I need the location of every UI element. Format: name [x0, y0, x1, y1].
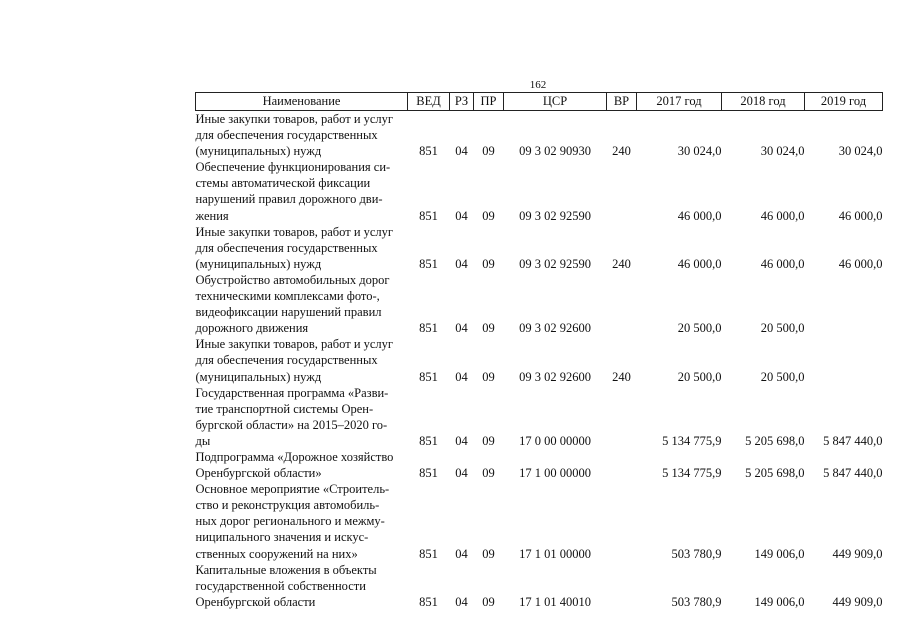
table-header — [196, 93, 883, 111]
row-name-line: Государственная программа «Разви- — [195, 385, 389, 400]
header-2017: 2017 год — [637, 93, 722, 111]
row-name-line: Иные закупки товаров, работ и услуг — [195, 112, 394, 126]
amount-2019-cell: 5 847 440,0 — [823, 433, 883, 448]
amount-2017-cell: 30 024,0 — [677, 144, 722, 159]
row-name-line: для обеспечения государственных — [195, 128, 378, 143]
table-row — [196, 336, 883, 384]
csr-cell: 17 1 00 00000 — [519, 466, 591, 481]
row-name-line: ниципального значения и искус- — [195, 530, 369, 545]
amount-2019-cell: 46 000,0 — [838, 208, 883, 223]
row-name-line: Иные закупки товаров, работ и услуг — [195, 337, 394, 352]
row-name-line: Капитальные вложения в объекты — [195, 562, 377, 577]
rz-cell: 04 — [455, 433, 468, 448]
row-name-line: Оренбургской области» — [195, 466, 322, 481]
row-name-line: нарушений правил дорожного дви- — [195, 192, 383, 207]
amount-2018-cell: 46 000,0 — [760, 256, 805, 271]
pr-cell: 09 — [482, 546, 495, 561]
vr-cell — [607, 385, 637, 449]
row-name-cell — [196, 111, 408, 160]
row-name-cell — [196, 224, 408, 272]
row-name-line: для обеспечения государственных — [195, 353, 378, 368]
row-name-line: для обеспечения государственных — [195, 240, 378, 255]
amount-2018-cell: 30 024,0 — [760, 144, 805, 159]
amount-2018-cell: 20 500,0 — [760, 321, 805, 336]
ved-cell: 851 — [419, 321, 438, 336]
amount-2017-cell: 20 500,0 — [677, 321, 722, 336]
amount-2017-cell: 46 000,0 — [677, 208, 722, 223]
page-number: 162 — [529, 79, 547, 91]
amount-2018-cell: 5 205 698,0 — [745, 433, 805, 448]
row-name-line: бургской области» на 2015–2020 го- — [195, 417, 388, 432]
pr-cell: 09 — [482, 466, 495, 481]
row-name-line: жения — [195, 208, 229, 223]
csr-cell: 09 3 02 92600 — [519, 321, 591, 336]
pr-cell: 09 — [482, 433, 495, 448]
row-name-line: ных дорог регионального и межму- — [195, 514, 385, 529]
pr-cell: 09 — [482, 208, 495, 223]
rz-cell: 04 — [455, 321, 468, 336]
vr-cell: 240 — [612, 256, 631, 271]
header-2019: 2019 год — [805, 93, 883, 111]
row-name-line: Оренбургской области — [195, 594, 316, 609]
header-pr: ПР — [474, 93, 504, 111]
amount-2018-cell: 20 500,0 — [760, 369, 805, 384]
ved-cell: 851 — [419, 433, 438, 448]
rz-cell: 04 — [455, 144, 468, 159]
ved-cell: 851 — [419, 466, 438, 481]
pr-cell: 09 — [482, 594, 495, 609]
ved-cell: 851 — [419, 144, 438, 159]
row-name-line: ды — [195, 433, 211, 448]
row-name-line: тие транспортной системы Орен- — [195, 401, 374, 416]
csr-cell: 17 1 01 40010 — [519, 594, 591, 609]
table-row — [196, 159, 883, 223]
ved-cell: 851 — [419, 594, 438, 609]
pr-cell: 09 — [482, 321, 495, 336]
row-name-cell — [196, 336, 408, 384]
row-name-cell — [196, 449, 408, 481]
ved-cell: 851 — [419, 546, 438, 561]
amount-2019-cell: 30 024,0 — [838, 144, 883, 159]
table-row — [196, 224, 883, 272]
row-name-line: ство и реконструкция автомобиль- — [195, 498, 380, 513]
row-name-cell — [196, 481, 408, 561]
amount-2017-cell: 20 500,0 — [677, 369, 722, 384]
csr-cell: 09 3 02 92590 — [519, 256, 591, 271]
ved-cell: 851 — [419, 256, 438, 271]
row-name-line: видеофиксации нарушений правил — [195, 305, 382, 320]
row-name-line: Подпрограмма «Дорожное хозяйство — [195, 449, 394, 464]
row-name-line: (муниципальных) нужд — [195, 144, 322, 159]
vr-cell — [607, 159, 637, 223]
vr-cell — [607, 562, 637, 610]
amount-2019-cell — [805, 272, 883, 336]
row-name-cell — [196, 272, 408, 336]
csr-cell: 17 0 00 00000 — [519, 433, 591, 448]
amount-2018-cell: 149 006,0 — [754, 546, 805, 561]
amount-2019-cell: 449 909,0 — [832, 594, 883, 609]
amount-2017-cell: 503 780,9 — [671, 546, 722, 561]
header-ved: ВЕД — [408, 93, 450, 111]
vr-cell — [607, 481, 637, 561]
header-name: Наименование — [196, 93, 408, 111]
table-row — [196, 449, 883, 481]
row-name-line: техническими комплексами фото-, — [195, 289, 380, 304]
amount-2017-cell: 5 134 775,9 — [662, 433, 722, 448]
row-name-line: Иные закупки товаров, работ и услуг — [195, 224, 394, 239]
table-body — [196, 111, 883, 610]
pr-cell: 09 — [482, 144, 495, 159]
table-row — [196, 562, 883, 610]
csr-cell: 09 3 02 92590 — [519, 208, 591, 223]
rz-cell: 04 — [455, 466, 468, 481]
rz-cell: 04 — [455, 369, 468, 384]
amount-2018-cell: 149 006,0 — [754, 594, 805, 609]
rz-cell: 04 — [455, 208, 468, 223]
amount-2017-cell: 46 000,0 — [677, 256, 722, 271]
row-name-line: (муниципальных) нужд — [195, 369, 322, 384]
csr-cell: 17 1 01 00000 — [519, 546, 591, 561]
vr-cell: 240 — [612, 144, 631, 159]
pr-cell: 09 — [482, 369, 495, 384]
rz-cell: 04 — [455, 594, 468, 609]
table-row — [196, 272, 883, 336]
amount-2019-cell: 46 000,0 — [838, 256, 883, 271]
row-name-line: Основное мероприятие «Строитель- — [195, 482, 390, 497]
row-name-cell — [196, 562, 408, 610]
pr-cell: 09 — [482, 256, 495, 271]
ved-cell: 851 — [419, 208, 438, 223]
row-name-line: Обустройство автомобильных дорог — [195, 272, 390, 287]
header-rz: РЗ — [450, 93, 474, 111]
header-vr: ВР — [607, 93, 637, 111]
amount-2018-cell: 46 000,0 — [760, 208, 805, 223]
row-name-line: стемы автоматической фиксации — [195, 176, 371, 191]
header-csr: ЦСР — [504, 93, 607, 111]
amount-2019-cell: 5 847 440,0 — [823, 466, 883, 481]
amount-2019-cell: 449 909,0 — [832, 546, 883, 561]
rz-cell: 04 — [455, 256, 468, 271]
row-name-line: Обеспечение функционирования си- — [195, 160, 391, 175]
amount-2017-cell: 503 780,9 — [671, 594, 722, 609]
budget-table — [195, 92, 883, 610]
amount-2018-cell: 5 205 698,0 — [745, 466, 805, 481]
csr-cell: 09 3 02 92600 — [519, 369, 591, 384]
vr-cell: 240 — [612, 369, 631, 384]
row-name-line: дорожного движения — [195, 321, 309, 336]
table-row — [196, 111, 883, 160]
rz-cell: 04 — [455, 546, 468, 561]
amount-2017-cell: 5 134 775,9 — [662, 466, 722, 481]
csr-cell: 09 3 02 90930 — [519, 144, 591, 159]
row-name-line: ственных сооружений на них» — [195, 546, 358, 561]
ved-cell: 851 — [419, 369, 438, 384]
header-row — [196, 93, 883, 111]
table-row — [196, 385, 883, 449]
vr-cell — [607, 272, 637, 336]
header-2018: 2018 год — [722, 93, 805, 111]
vr-cell — [607, 449, 637, 481]
row-name-line: (муниципальных) нужд — [195, 256, 322, 271]
table-row — [196, 481, 883, 561]
row-name-cell — [196, 159, 408, 223]
row-name-cell — [196, 385, 408, 449]
row-name-line: государственной собственности — [195, 578, 366, 593]
amount-2019-cell — [805, 336, 883, 384]
